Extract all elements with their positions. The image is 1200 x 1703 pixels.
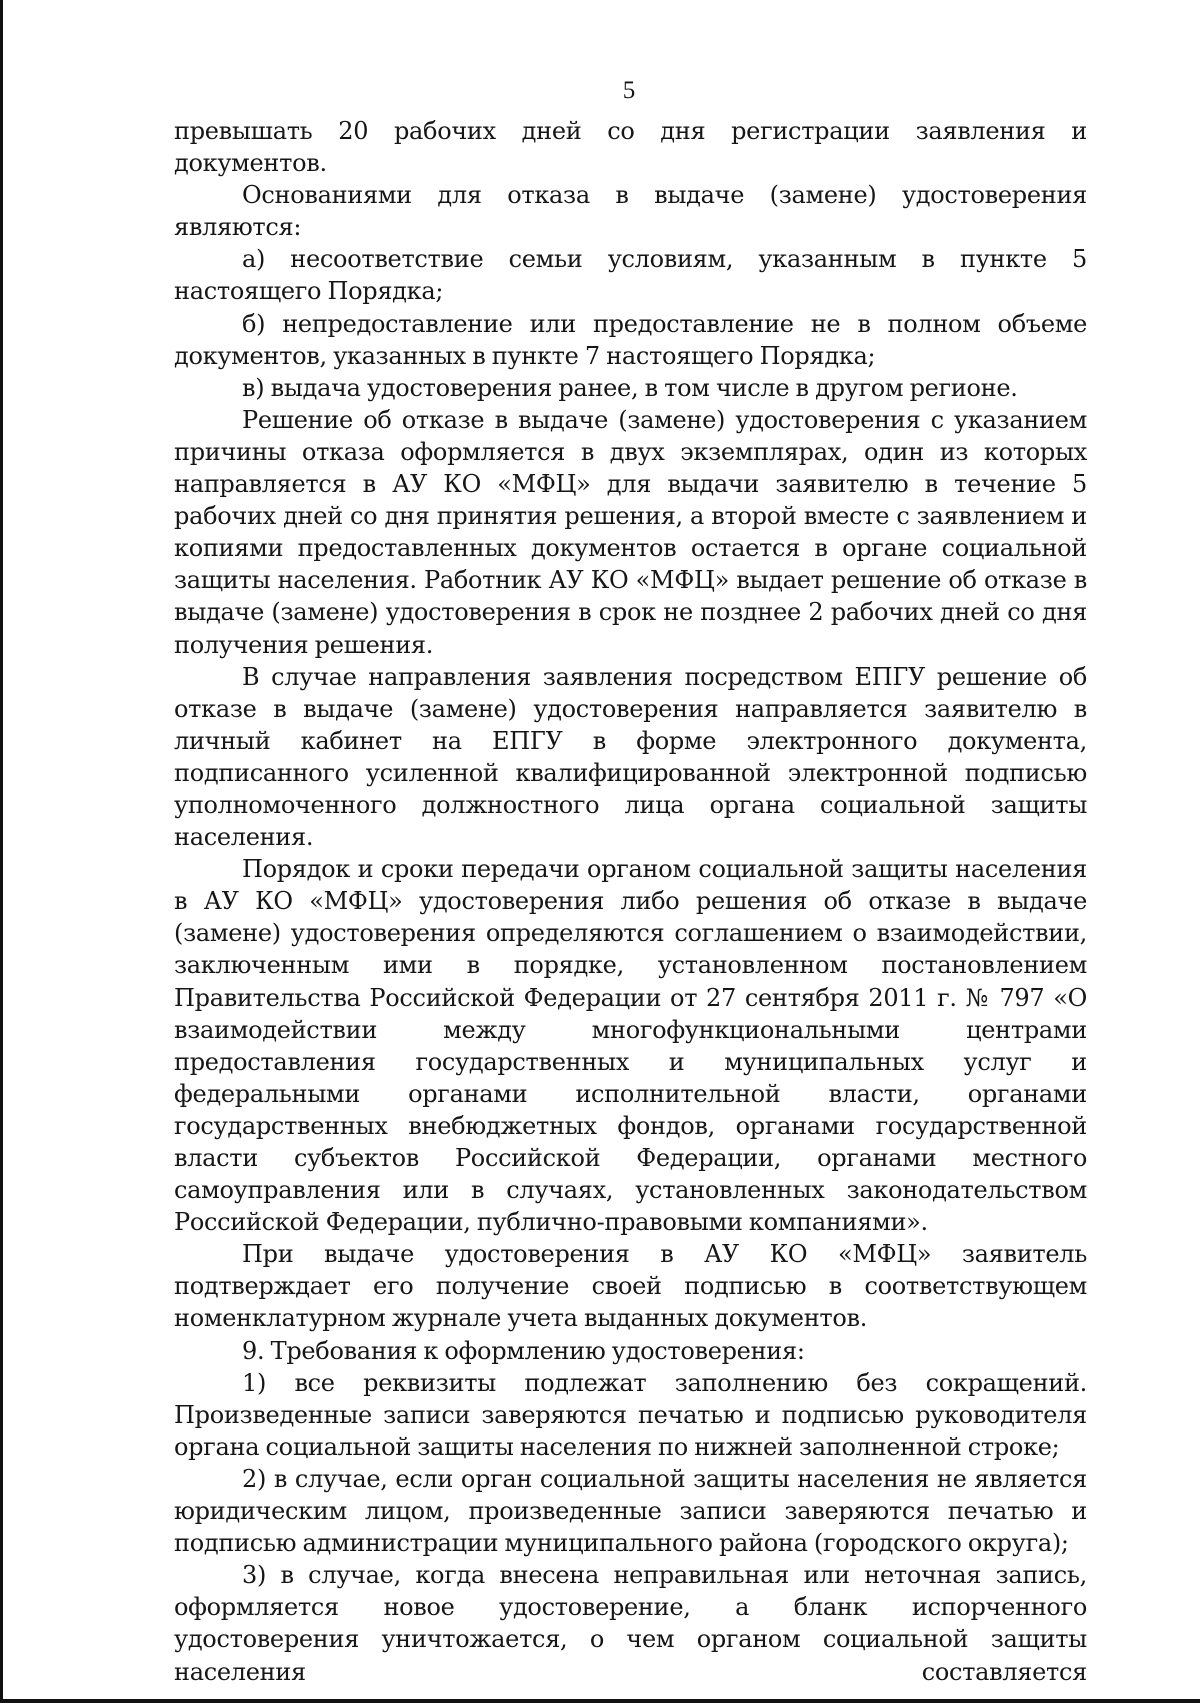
paragraph-item-b: б) непредоставление или предоставление не в полном объеме документов, указанных в пункте 7 настоящего Порядка; — [174, 309, 1087, 370]
paragraph-refusal-decision: Решение об отказе в выдаче (замене) удостоверения с указанием причины отказа оформляется в двух экземплярах, один из которых направляется в АУ КО «МФЦ» для выдачи заявителю в течение 5 рабочих дней со дня принятия решения, а второй вместе с заявлением и копиями предоставленных документов остается в органе социальной защиты населения. Работник АУ КО «МФЦ» выдает решение об отказе в выдаче (замене) удостоверения в срок не позднее 2 рабочих дней со дня получения решения. — [174, 405, 1087, 659]
paragraph-issuance: При выдаче удостоверения в АУ КО «МФЦ» заявитель подтверждает его получение своей подписью в соответствующем номенклатурном журнале учета выданных документов. — [174, 1240, 1087, 1333]
paragraph-requirement-3: 3) в случае, когда внесена неправильная или неточная запись, оформляется новое удостоверение, а бланк испорченного удостоверения уничтожается, о чем органом социальной защиты населения составляется — [174, 1561, 1087, 1686]
document-body — [174, 115, 1087, 1688]
paragraph-requirement-1: 1) все реквизиты подлежат заполнению без сокращений. Произведенные записи заверяются печатью и подписью руководителя органа социальной защиты населения по нижней заполненной строке; — [174, 1368, 1087, 1461]
paragraph-requirement-2: 2) в случае, если орган социальной защиты населения не является юридическим лицом, произведенные записи заверяются печатью и подписью администрации муниципального района (городского округа); — [174, 1464, 1087, 1558]
paragraph-item-v: в) выдача удостоверения ранее, в том числе в другом регионе. — [242, 373, 1018, 402]
page-number: 5 — [622, 77, 636, 104]
paragraph-epgu: В случае направления заявления посредством ЕПГУ решение об отказе в выдаче (замене) удостоверения направляется заявителю в личный кабинет на ЕПГУ в форме электронного документа, подписанного усиленной квалифицированной электронной подписью уполномоченного должностного лица органа социальной защиты населения. — [174, 662, 1087, 852]
paragraph-transfer-procedure: Порядок и сроки передачи органом социальной защиты населения в АУ КО «МФЦ» удостоверения либо решения об отказе в выдаче (замене) удостоверения определяются соглашением о взаимодействии, заключенным ими в порядке, установленном постановлением Правительства Российской Федерации от 27 сентября 2011 г. № 797 «О взаимодействии между многофункциональными центрами предоставления государственных и муниципальных услуг и федеральными органами исполнительной власти, органами государственных внебюджетных фондов, органами государственной власти субъектов Российской Федерации, органами местного самоуправления или в случаях, установленных законодательством Российской Федерации, публично-правовыми компаниями». — [174, 855, 1087, 1237]
paragraph-section-9: 9. Требования к оформлению удостоверения: — [242, 1336, 805, 1365]
paragraph-refusal-grounds: Основаниями для отказа в выдаче (замене) удостоверения являются: — [174, 181, 1087, 242]
paragraph-item-a: а) несоответствие семьи условиям, указанным в пункте 5 настоящего Порядка; — [174, 245, 1087, 306]
paragraph-continuation: превышать 20 рабочих дней со дня регистрации заявления и документов. — [174, 117, 1087, 178]
